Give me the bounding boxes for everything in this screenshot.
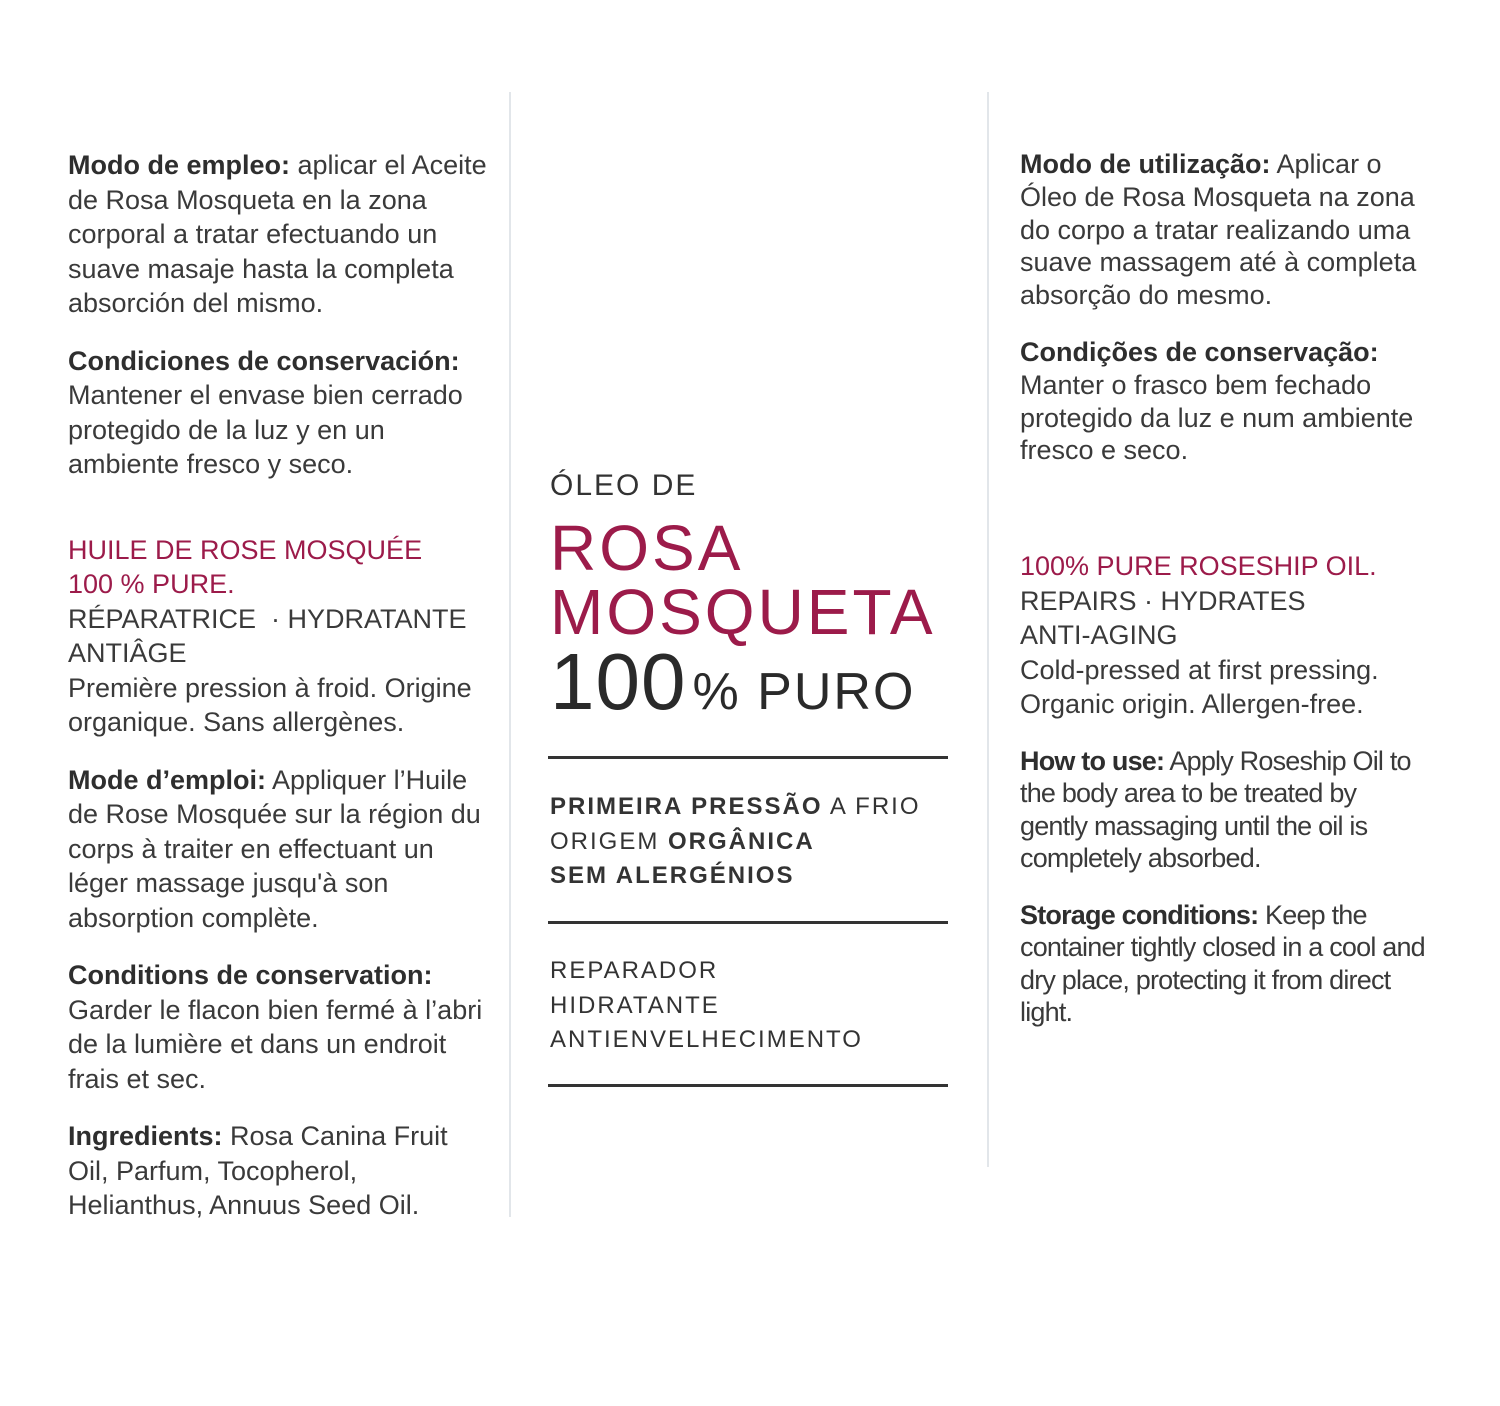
spec-3-bold: SEM ALERGÉNIOS [550, 862, 795, 889]
center-specs [550, 790, 950, 894]
fr-origin-text: Première pression à froid. Origine organique. Sans allergènes. [68, 672, 472, 737]
fr-claims-line-2: ANTIÂGE [68, 638, 187, 668]
purity-text: % PURO [692, 663, 916, 721]
en-title: 100% PURE ROSESHIP OIL. [1020, 551, 1377, 582]
fr-title-line-2: 100 % PURE. [68, 569, 235, 599]
en-storage-text: Keep the container tightly closed in a cool and dry place, protecting it from direct light. [1020, 899, 1425, 1028]
fr-conservation-paragraph [68, 958, 488, 1096]
fr-title-line-1: HUILE DE ROSE MOSQUÉE [68, 534, 423, 565]
fr-claims [68, 602, 488, 740]
pt-conservation-label: Condições de conservação: [1020, 336, 1379, 367]
spec-2-bold: ORGÂNICA [668, 827, 815, 855]
pt-usage-label: Modo de utilização: [1020, 149, 1271, 179]
es-usage-label: Modo de empleo: [68, 150, 290, 180]
spec-line-1 [550, 790, 950, 825]
center-rule-2 [548, 921, 948, 924]
benefit-line-1: REPARADOR [550, 957, 719, 984]
en-origin-text: Cold-pressed at first pressing. Organic origin. Allergen-free. [1020, 654, 1379, 720]
column-divider-left [509, 92, 511, 1217]
center-benefits [550, 954, 950, 1058]
spec-1-rest: A FRIO [822, 793, 921, 820]
en-product-title [1020, 549, 1430, 584]
en-usage-label: How to use: [1020, 745, 1165, 776]
center-column [550, 464, 950, 741]
es-conservation-label: Condiciones de conservación: [68, 345, 460, 376]
es-usage-text: aplicar el Aceite de Rosa Mosqueta en la zona corporal a tratar efectuando un suave masaje hasta la completa absorción del mismo. [68, 150, 487, 318]
es-conservation-paragraph [68, 344, 488, 482]
pt-usage-paragraph [1020, 148, 1430, 312]
spec-line-3 [550, 859, 950, 894]
fr-usage-text: Appliquer l’Huile de Rose Mosquée sur la région du corps à traiter en effectuant un léger massage jusqu'à son absorption complète. [68, 764, 481, 933]
ingredients-text: Rosa Canina Fruit Oil, Parfum, Tocopherol, Helianthus, Annuus Seed Oil. [68, 1121, 448, 1220]
purity-number: 100 [550, 637, 687, 726]
center-rule-1 [548, 756, 948, 759]
es-conservation-text: Mantener el envase bien cerrado protegido de la luz y en un ambiente fresco y seco. [68, 380, 463, 479]
en-storage-paragraph [1020, 899, 1430, 1029]
spec-2-rest: ORIGEM [550, 827, 669, 855]
fr-product-title [68, 533, 488, 602]
en-usage-paragraph [1020, 745, 1430, 875]
fr-conservation-label: Conditions de conservation: [68, 960, 433, 990]
en-claims-line-2: ANTI-AGING [1020, 620, 1178, 651]
benefit-line-2: HIDRATANTE [550, 991, 720, 1019]
fr-usage-label: Mode d’emploi: [68, 764, 266, 795]
ingredients-label: Ingredients: [68, 1121, 223, 1151]
title-line-mosqueta: MOSQUETA [550, 576, 936, 648]
es-usage-paragraph [68, 148, 488, 321]
fr-claims-line-1: RÉPARATRICE · HYDRATANTE [68, 603, 467, 634]
en-claims-line-1: REPAIRS · HYDRATES [1020, 585, 1306, 616]
en-claims [1020, 584, 1430, 722]
purity-line [550, 637, 950, 741]
center-rule-3 [548, 1084, 948, 1087]
benefit-line-3: ANTIENVELHECIMENTO [550, 1026, 863, 1053]
spec-1-bold: PRIMEIRA PRESSÃO [550, 793, 823, 820]
spec-line-2 [550, 825, 950, 860]
en-storage-label: Storage conditions: [1020, 899, 1259, 930]
pre-title: ÓLEO DE [550, 469, 698, 502]
fr-usage-paragraph [68, 763, 488, 936]
fr-conservation-text: Garder le flacon bien fermé à l’abri de la lumière et dans un endroit frais et sec. [68, 994, 483, 1094]
en-usage-text: Apply Roseship Oil to the body area to be treated by gently massaging until the oil is completely absorbed. [1020, 745, 1411, 874]
title-line-rosa: ROSA [550, 512, 744, 584]
pt-conservation-text: Manter o frasco bem fechado protegido da luz e num ambiente fresco e seco. [1020, 369, 1414, 466]
pt-conservation-paragraph [1020, 336, 1430, 467]
left-column [68, 148, 488, 1223]
ingredients-paragraph [68, 1119, 488, 1223]
right-column [1020, 148, 1430, 1029]
pt-usage-text: Aplicar o Óleo de Rosa Mosqueta na zona do corpo a tratar realizando uma suave massagem até à completa absorção do mesmo. [1020, 149, 1417, 311]
column-divider-right [987, 92, 989, 1167]
